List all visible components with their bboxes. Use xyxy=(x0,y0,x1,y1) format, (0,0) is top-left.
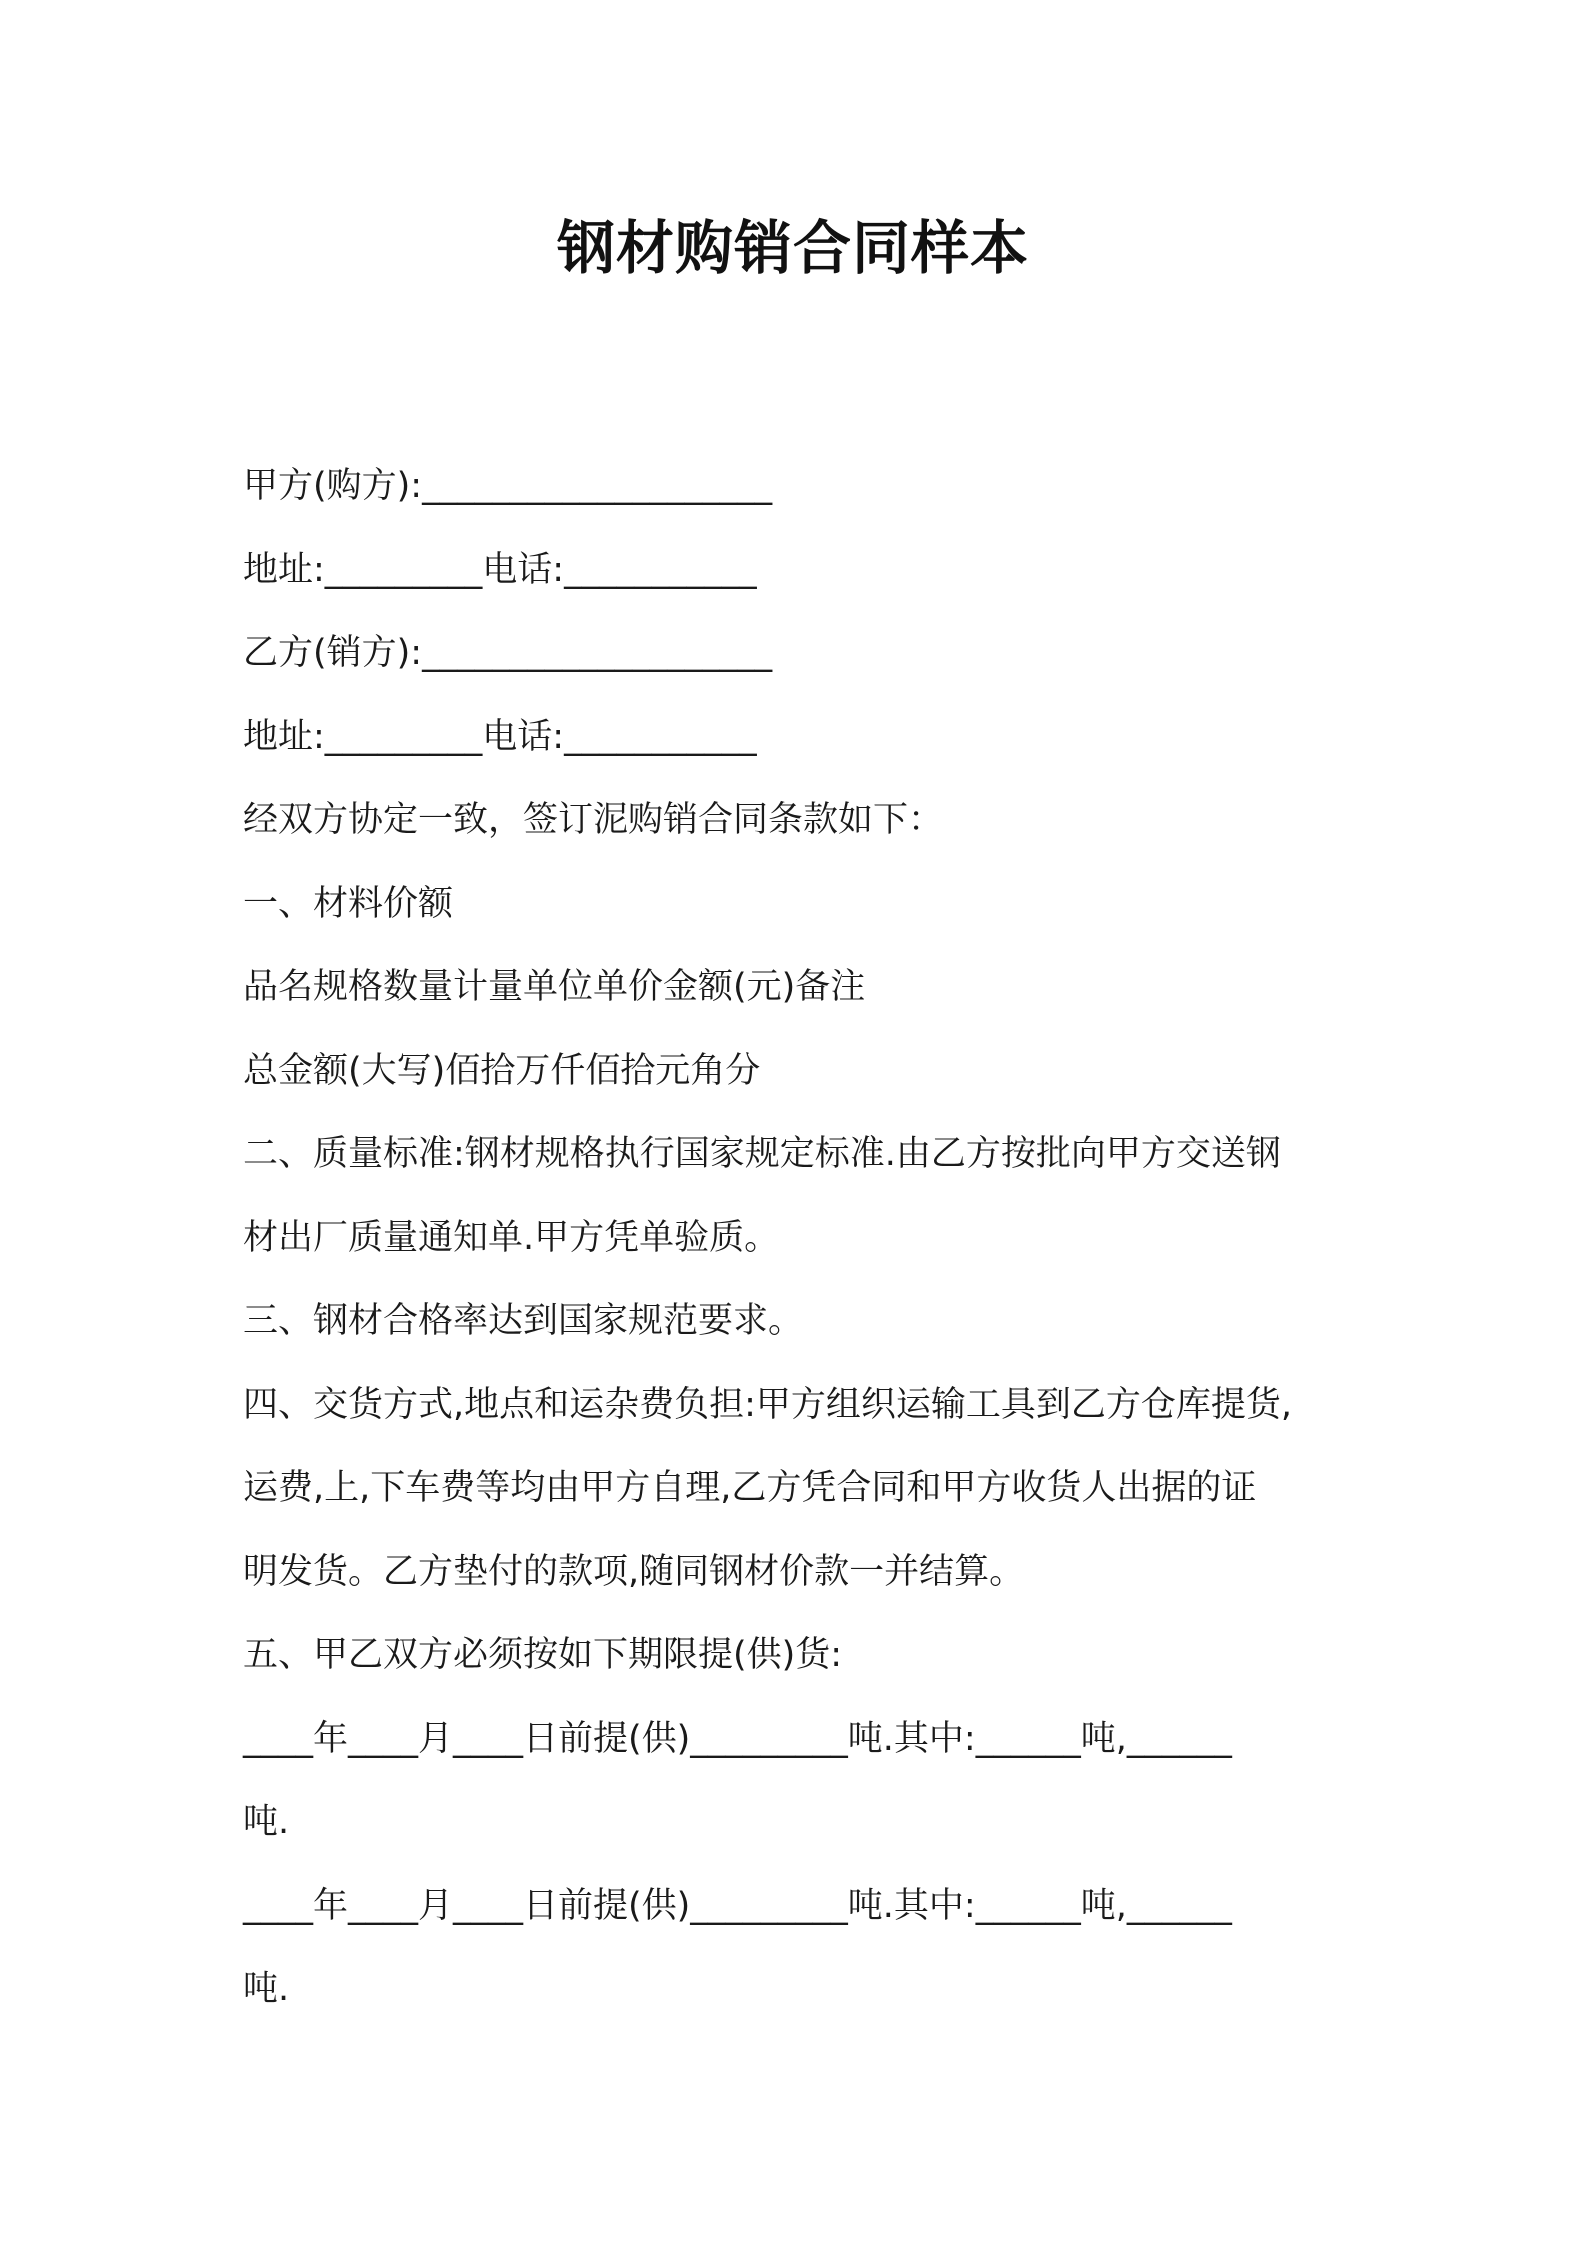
section-2-line-1: 二、质量标准:钢材规格执行国家规定标准.由乙方按批向甲方交送钢 xyxy=(243,1134,1281,1174)
delivery-schedule-line-2: ____年____月____日前提(供)_________吨.其中:______吨,______ xyxy=(243,1885,1232,1926)
section-1-heading: 一、材料价额 xyxy=(243,883,454,924)
document-title: 钢材购销合同样本 xyxy=(556,214,1029,282)
delivery-schedule-line-2-end: 吨. xyxy=(243,1969,290,2009)
delivery-schedule-line-1: ____年____月____日前提(供)_________吨.其中:______吨,______ xyxy=(243,1718,1232,1759)
section-5-heading: 五、甲乙双方必须按如下期限提(供)货: xyxy=(243,1635,843,1675)
party-a-line: 甲方(购方):____________________ xyxy=(243,466,773,506)
party-a-address-line: 地址:_________电话:___________ xyxy=(243,549,757,590)
material-columns-line: 品名规格数量计量单位单价金额(元)备注 xyxy=(243,967,866,1007)
party-b-line: 乙方(销方):____________________ xyxy=(243,633,773,673)
section-4-line-1: 四、交货方式,地点和运杂费负担:甲方组织运输工具到乙方仓库提货, xyxy=(243,1384,1293,1425)
section-2-line-2: 材出厂质量通知单.甲方凭单验质。 xyxy=(243,1217,780,1258)
section-4-line-2: 运费,上,下车费等均由甲方自理,乙方凭合同和甲方收货人出据的证 xyxy=(243,1468,1257,1508)
section-4-line-3: 明发货。乙方垫付的款项,随同钢材价款一并结算。 xyxy=(243,1551,1025,1592)
party-b-address-line: 地址:_________电话:___________ xyxy=(243,716,757,757)
delivery-schedule-line-1-end: 吨. xyxy=(243,1802,290,1842)
section-3-line: 三、钢材合格率达到国家规范要求。 xyxy=(243,1301,804,1341)
total-amount-line: 总金额(大写)佰拾万仟佰拾元角分 xyxy=(243,1050,761,1091)
agreement-intro-line: 经双方协定一致，签订泥购销合同条款如下： xyxy=(243,800,944,840)
contract-body xyxy=(243,445,1363,2032)
